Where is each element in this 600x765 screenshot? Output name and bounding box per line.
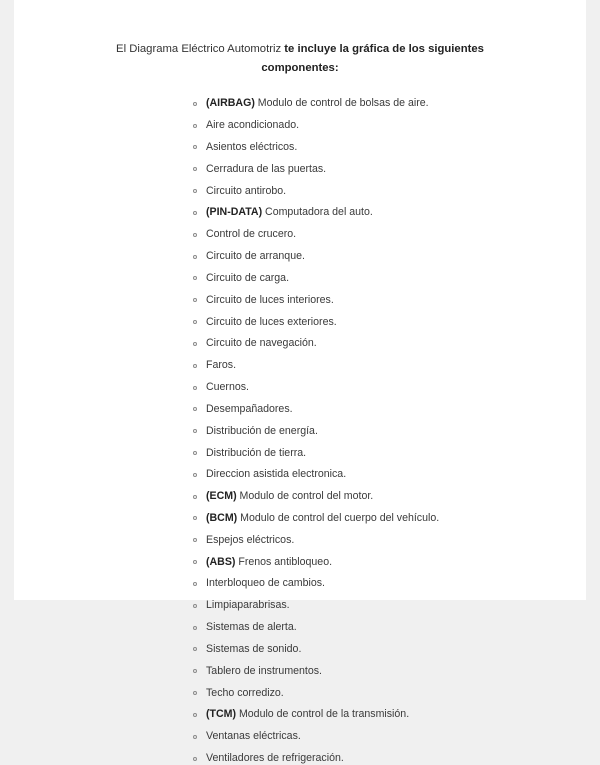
component-label: Circuito de arranque. [206, 250, 305, 263]
component-label: Distribución de energía. [206, 424, 318, 437]
component-code: (AIRBAG) [206, 97, 255, 110]
list-item [192, 425, 586, 438]
component-label: Distribución de tierra. [206, 446, 307, 459]
list-item [192, 316, 586, 329]
component-label: Modulo de control de bolsas de aire. [254, 97, 429, 110]
component-label: Circuito de luces interiores. [206, 293, 334, 306]
list-item [192, 752, 586, 765]
component-label: Sistemas de sonido. [206, 642, 302, 655]
list-item [192, 206, 586, 219]
list-item [192, 621, 586, 634]
list-item [192, 512, 586, 525]
component-label: Computadora del auto. [262, 206, 373, 219]
list-item [192, 447, 586, 460]
list-item [192, 294, 586, 307]
component-label: Asientos eléctricos. [206, 140, 298, 153]
component-label: Aire acondicionado. [206, 119, 300, 132]
list-item [192, 119, 586, 132]
component-code: (PIN-DATA) [206, 206, 263, 219]
list-item [192, 97, 586, 110]
list-item [192, 403, 586, 416]
list-item [192, 185, 586, 198]
component-label: Circuito de navegación. [206, 337, 317, 350]
component-label: Frenos antibloqueo. [235, 555, 333, 568]
list-item [192, 708, 586, 721]
list-item [192, 556, 586, 569]
list-item [192, 490, 586, 503]
component-label: Modulo de control del motor. [236, 490, 374, 503]
list-item [192, 687, 586, 700]
list-item [192, 250, 586, 263]
document-page [14, 0, 586, 765]
component-code: (ABS) [206, 555, 236, 568]
list-item [192, 337, 586, 350]
component-label: Sistemas de alerta. [206, 621, 297, 634]
component-label: Direccion asistida electronica. [206, 468, 347, 481]
list-item [192, 381, 586, 394]
list-item [192, 534, 586, 547]
list-item [192, 730, 586, 743]
list-item [192, 163, 586, 176]
component-code: (ECM) [206, 490, 237, 503]
list-item [192, 643, 586, 656]
page-title-emphasis: te incluye la gráfica de los siguientes componentes: [261, 43, 484, 74]
component-label: Faros. [206, 359, 237, 372]
component-label: Interbloqueo de cambios. [206, 577, 325, 590]
component-label: Limpiaparabrisas. [206, 599, 290, 612]
component-label: Circuito de carga. [206, 271, 290, 284]
list-item [192, 359, 586, 372]
component-label: Circuito de luces exteriores. [206, 315, 337, 328]
component-label: Ventanas eléctricas. [206, 730, 301, 743]
list-item [192, 665, 586, 678]
list-item [192, 272, 586, 285]
list-item [192, 228, 586, 241]
list-item [192, 577, 586, 590]
component-code: (TCM) [206, 708, 237, 721]
list-item [192, 599, 586, 612]
component-label: Cerradura de las puertas. [206, 162, 327, 175]
component-label: Control de crucero. [206, 228, 297, 241]
component-label: Techo corredizo. [206, 686, 284, 699]
component-label: Espejos eléctricos. [206, 533, 295, 546]
list-item [192, 141, 586, 154]
component-label: Circuito antirobo. [206, 184, 287, 197]
components-list [14, 97, 586, 765]
list-item [192, 468, 586, 481]
component-label: Tablero de instrumentos. [206, 664, 323, 677]
component-label: Modulo de control de la transmisión. [236, 708, 410, 721]
component-label: Desempañadores. [206, 402, 293, 415]
component-label: Modulo de control del cuerpo del vehículo. [237, 511, 440, 524]
component-label: Ventiladores de refrigeración. [206, 752, 344, 765]
component-code: (BCM) [206, 511, 238, 524]
page-title-prefix: El Diagrama Eléctrico Automotriz [116, 43, 285, 55]
page-title [14, 0, 586, 77]
component-label: Cuernos. [206, 381, 249, 394]
